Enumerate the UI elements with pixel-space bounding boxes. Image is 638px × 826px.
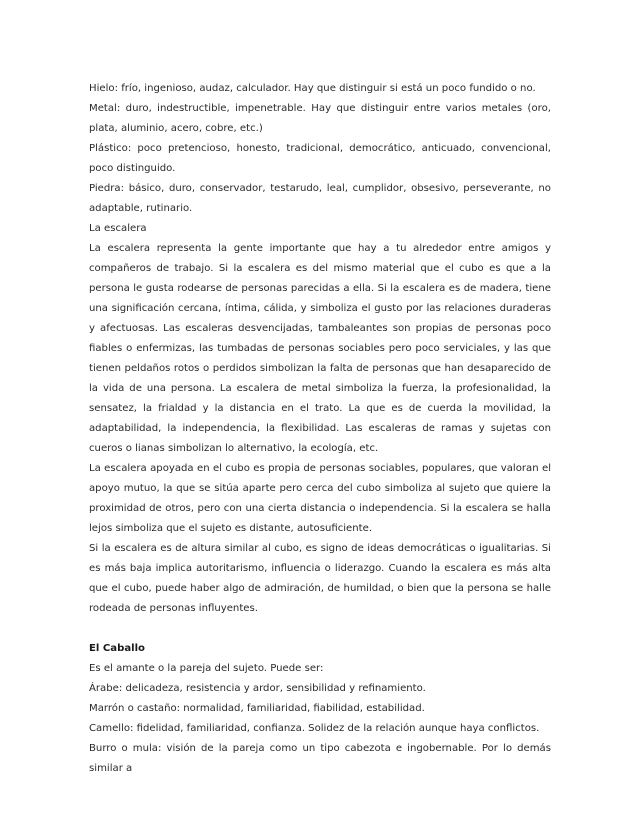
paragraph-marron: Marrón o castaño: normalidad, familiaridad, fiabilidad, estabilidad.: [89, 703, 425, 714]
paragraph-caballo-intro: Es el amante o la pareja del sujeto. Puede ser:: [89, 663, 324, 674]
paragraph-plastico: Plástico: poco pretencioso, honesto, tradicional, democrático, anticuado, convencional, poco distinguido.: [89, 143, 551, 174]
document-body: [89, 79, 551, 779]
paragraph-camello: Camello: fidelidad, familiaridad, confianza. Solidez de la relación aunque haya conflictos.: [89, 723, 540, 734]
blank-line: [89, 619, 551, 639]
paragraph-escalera-altura: Si la escalera es de altura similar al cubo, es signo de ideas democráticas o igualitarias. Si es más baja implica autoritarismo, influencia o liderazgo. Cuando la escalera es más alta que el cubo, puede haber algo de admiración, de humildad, o bien que la persona se halle rodeada de personas influyentes.: [89, 543, 551, 614]
paragraph-metal: Metal: duro, indestructible, impenetrable. Hay que distinguir entre varios metales (oro, plata, aluminio, acero, cobre, etc.): [89, 103, 551, 134]
paragraph-piedra: Piedra: básico, duro, conservador, testarudo, leal, cumplidor, obsesivo, perseverante, no adaptable, rutinario.: [89, 183, 551, 214]
paragraph-arabe: Árabe: delicadeza, resistencia y ardor, sensibilidad y refinamiento.: [89, 683, 426, 694]
paragraph-hielo: Hielo: frío, ingenioso, audaz, calculador. Hay que distinguir si está un poco fundido o no.: [89, 83, 536, 94]
section-heading-caballo: El Caballo: [89, 643, 145, 654]
paragraph-escalera-apoyada: La escalera apoyada en el cubo es propia de personas sociables, populares, que valoran el apoyo mutuo, la que se sitúa aparte pero cerca del cubo simboliza al sujeto que quiere la proximidad de otros, pero con una cierta distancia o independencia. Si la escalera se halla lejos simboliza que el sujeto es distante, autosuficiente.: [89, 463, 551, 534]
paragraph-burro: Burro o mula: visión de la pareja como un tipo cabezota e ingobernable. Por lo demás similar a: [89, 743, 551, 774]
paragraph-escalera-representa: La escalera representa la gente importante que hay a tu alrededor entre amigos y compañeros de trabajo. Si la escalera es del mismo material que el cubo es que a la persona le gusta rodearse de personas parecidas a ella. Si la escalera es de madera, tiene una significación cercana, íntima, cálida, y simboliza el gusto por las relaciones duraderas y afectuosas. Las escaleras desvencijadas, tambaleantes son propias de personas poco fiables o enfermizas, las tumbadas de personas sociables pero poco serviciales, y las que tienen peldaños rotos o perdidos simbolizan la falta de personas que han desaparecido de la vida de una persona. La escalera de metal simboliza la fuerza, la profesionalidad, la sensatez, la frialdad y la distancia en el trato. La que es de cuerda la movilidad, la adaptabilidad, la independencia, la flexibilidad. Las escaleras de ramas y sujetas con cueros o lianas simbolizan lo alternativo, la ecología, etc.: [89, 243, 551, 454]
subheading-escalera: La escalera: [89, 223, 147, 234]
